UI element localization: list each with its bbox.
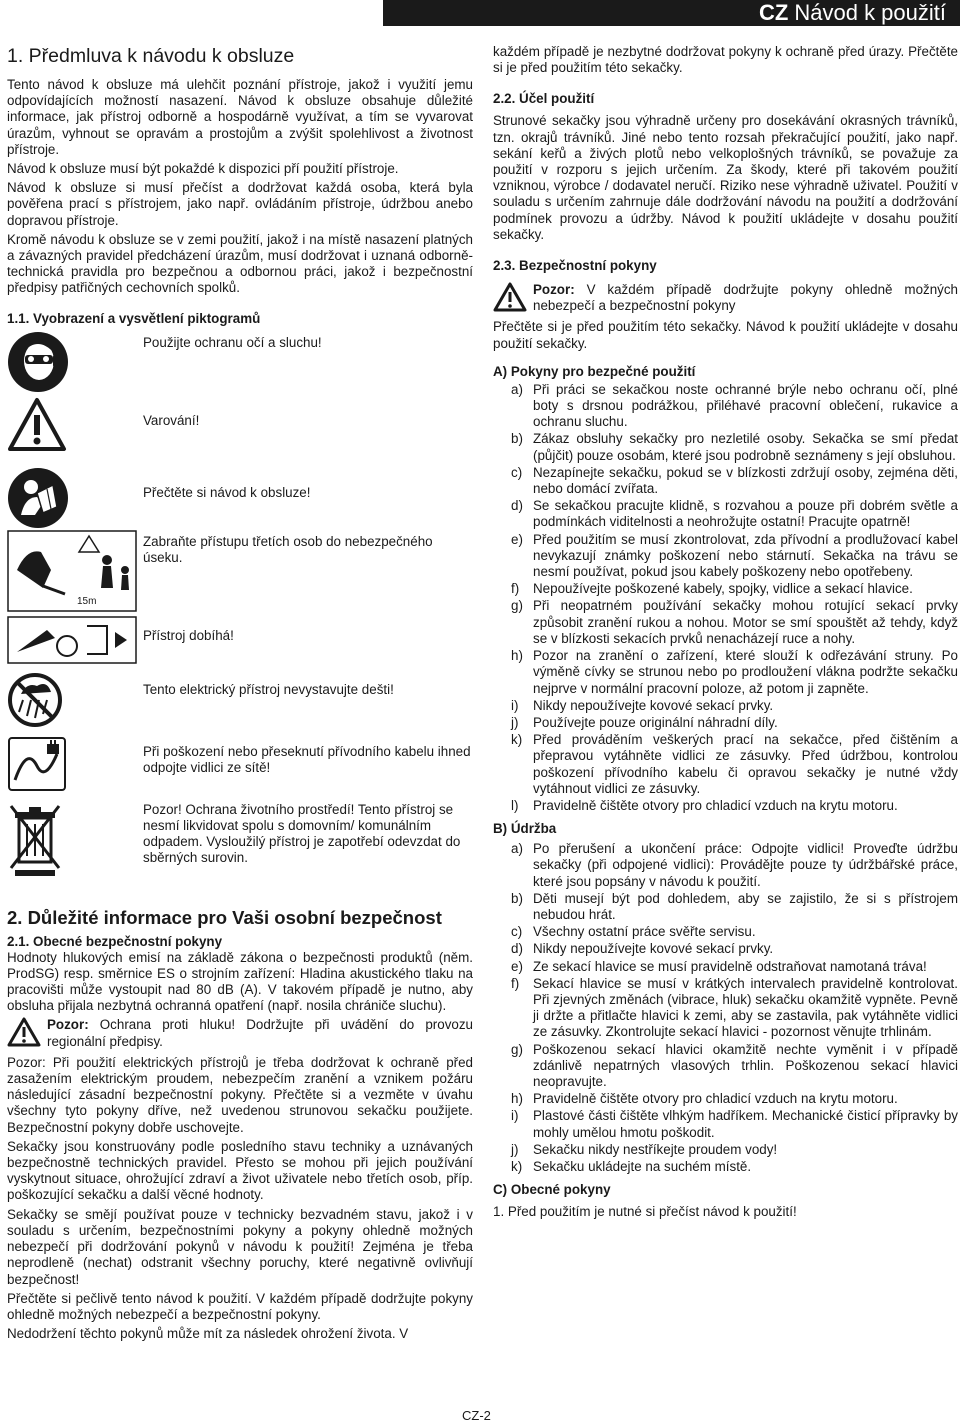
list-item-text: Všechny ostatní práce svěřte servisu. bbox=[533, 924, 756, 940]
list-item-marker: f) bbox=[511, 975, 520, 991]
page-header bbox=[383, 0, 960, 26]
list-item-text: Při neopatrném používání sekačky mohou rotující sekací prvky způsobit zranění rukou a nohou. Motor se smí spouštět až tehdy, když se v blízkosti sekacích prvků nenacházejí ruce a nohy. bbox=[533, 598, 958, 646]
rotating-parts-icon bbox=[7, 616, 143, 664]
warning-text: V každém případě dodržujte pokyny ohledně možných nebezpečí a bezpečnostní pokyny bbox=[533, 282, 958, 314]
pictogram-text: Zabraňte přístupu třetích osob do nebezpečného úseku. bbox=[143, 533, 433, 565]
eye-ear-protection-icon bbox=[7, 331, 143, 393]
list-item-text: Zákaz obsluhy sekačky pro nezletilé osoby. Sekačka se smí předat (půjčit) pouze osobám, které jsou podrobně seznámeny s její obsluhou. bbox=[533, 431, 958, 463]
noise-warning bbox=[7, 1017, 473, 1052]
list-item bbox=[493, 1091, 958, 1107]
svg-text:15m: 15m bbox=[77, 595, 97, 607]
list-item bbox=[493, 598, 958, 647]
list-item-text: Poškozenou sekací hlavici okamžitě nechte vyměnit i v případě zdánlivě nepatrných vlasových trhlin. Poškozenou sekací hlavici neopravujte. bbox=[533, 1041, 958, 1089]
list-item-marker: a) bbox=[511, 841, 523, 857]
pictogram-text: Přečtěte si návod k obsluze! bbox=[143, 484, 311, 500]
list-item bbox=[493, 1042, 958, 1091]
list-item-text: Používejte pouze originální náhradní díly. bbox=[533, 714, 778, 730]
list-item-text: Před použitím se musí zkontrolovat, zda přívodní a prodlužovací kabel nevykazují známky poškození nebo stárnutí. Sekačka na trávu se nesmí používat, pokud jsou kabely poškozeny nebo opotřebeny. bbox=[533, 531, 958, 580]
list-item-marker: a) bbox=[511, 381, 523, 397]
paragraph: Hodnoty hlukových emisí na základě zákona o bezpečnosti produktů (něm. ProdSG) resp. směrnice ES o strojním zařízení: Hladina akustického tlaku na pracovišti může vystoupit nad 80 dB (A). V takovém případě je nutno, aby obsluha přijala nezbytná ochranná opatření (např. nosila chrániče sluchu). bbox=[7, 949, 473, 1014]
pictogram-row bbox=[7, 736, 473, 802]
left-column bbox=[7, 44, 473, 1345]
list-item bbox=[493, 715, 958, 731]
subsection-b-heading: B) Údržba bbox=[493, 821, 557, 837]
list-item: 1. Před použitím je nutné si přečíst návod k použití! bbox=[493, 1204, 797, 1220]
list-item-text: Nepoužívejte poškozené kabely, spojky, vidlice a sekací hlavice. bbox=[533, 581, 913, 597]
list-item-marker: j) bbox=[511, 1141, 519, 1157]
pictogram-text: Přístroj dobíhá! bbox=[143, 627, 234, 643]
paragraph: Sekačky jsou konstruovány podle posledního stavu techniky a uznávaných bezpečnostně technických pravidel. Přesto se mohou při jejich používání vyskytnout situace, ohrožující zdraví a život uživatele nebo třetích osob, příp. poškozující sekačku a další věcné hodnoty. bbox=[7, 1138, 473, 1203]
pictogram-row bbox=[7, 397, 473, 467]
paragraph: Přečtěte si pečlivě tento návod k použití. V každém případě dodržujte pokyny ohledně možných nebezpečí a bezpečnostní pokyny. bbox=[7, 1290, 473, 1322]
warning-triangle-icon bbox=[7, 1017, 47, 1047]
warning-label: Pozor: bbox=[533, 282, 575, 298]
subsection-c-heading: C) Obecné pokyny bbox=[493, 1182, 611, 1198]
list-item-text: Sekačku nikdy nestříkejte proudem vody! bbox=[533, 1141, 778, 1157]
list-item-marker: g) bbox=[511, 1041, 523, 1057]
paragraph: Nedodržení těchto pokynů může mít za následek ohrožení života. V bbox=[7, 1326, 409, 1342]
header-lang: CZ bbox=[759, 0, 789, 25]
list-item bbox=[493, 1159, 958, 1175]
list-item bbox=[493, 891, 958, 923]
crossed-bin-icon bbox=[7, 802, 143, 878]
list-item bbox=[493, 1108, 958, 1140]
list-item-marker: b) bbox=[511, 890, 523, 906]
paragraph: Tento návod k obsluze má ulehčit poznání přístroje, jakož i využití jemu odpovídajících možností nasazení. Návod k obsluze obsahuje důležité informace, jak přístroj odborně a hospodárně využívat, a tím se vyvarovat úrazům, vyhnout se opravám a prostojům a zvýšit spolehlivost a životnost přístroje. bbox=[7, 77, 473, 157]
list-item-text: Ze sekací hlavice se musí pravidelně odstraňovat namotaná tráva! bbox=[533, 958, 927, 974]
warning-triangle-icon bbox=[7, 397, 143, 453]
paragraph: Návod k obsluze musí být pokaždé k dispozici pří použití přístroje. bbox=[7, 161, 399, 177]
pictogram-row bbox=[7, 530, 473, 616]
list-item-marker: e) bbox=[511, 531, 523, 547]
list-item-text: Plastové části čištěte vlhkým hadříkem. Mechanické čisticí přípravky by mohly umělou hmotu poškodit. bbox=[533, 1108, 958, 1140]
pictogram-row bbox=[7, 467, 473, 530]
list-item-text: Nikdy nepoužívejte kovové sekací prvky. bbox=[533, 941, 774, 957]
list-item bbox=[493, 431, 958, 463]
list-item-marker: d) bbox=[511, 498, 523, 514]
list-item bbox=[493, 798, 958, 814]
list-item-marker: h) bbox=[511, 1091, 523, 1107]
list-item bbox=[493, 698, 958, 714]
paragraph: Kromě návodu k obsluze se v zemi použití, jakož i na místě nasazení platných a závazných pravidel předcházení úrazům, musí dodržovat i uznaná odborně-technická pravidla pro bezpečnou a odbornou práci, jakož i bezpečnostní předpisy patřičných cechovních spolků. bbox=[7, 231, 473, 296]
list-item-text: Před prováděním veškerých prací na sekačce, před čištěním a přepravou vytáhněte vidlici ze zásuvky. Před údržbou, kontrolou poškození přívodního kabelu či opravou sekačky je nutné vždy vytáhnout vidlici ze zásuvky. bbox=[533, 732, 958, 796]
pictogram-text: Při poškození nebo přeseknutí přívodního kabelu ihned odpojte vidlici ze sítě! bbox=[143, 743, 471, 775]
list-item-marker: l) bbox=[511, 797, 519, 813]
list-item-text: Sekačku ukládejte na suchém místě. bbox=[533, 1158, 752, 1174]
list-item-marker: b) bbox=[511, 431, 523, 447]
list-item-marker: g) bbox=[511, 598, 523, 614]
pictogram-row bbox=[7, 331, 473, 397]
list-item-marker: k) bbox=[511, 732, 523, 748]
unplug-icon bbox=[7, 736, 143, 792]
paragraph: Sekačky se smějí používat pouze v technicky bezvadném stavu, jakož i v souladu s určením, bezpečnostními pokyny a pokyny ohledně možných nebezpečí při dodržování pokynů v návodu k použití! Zejména je třeba neprodleně (nechat) odstranit všechny poruchy, které negativně ovlivňují bezpečnost! bbox=[7, 1206, 473, 1287]
paragraph: každém případě je nezbytné dodržovat pokyny k ochraně před úrazy. Přečtěte si je před použitím této sekačky. bbox=[493, 44, 958, 76]
list-item-text: Děti musejí být pod dohledem, aby se zajistilo, že si s přístrojem nebudou hrát. bbox=[533, 890, 958, 922]
list-item bbox=[493, 841, 958, 890]
list-item-text: Nezapínejte sekačku, pokud se v blízkosti zdržují osoby, zejména děti, nebo domácí zvířata. bbox=[533, 464, 958, 497]
section-2-3-heading: 2.3. Bezpečnostní pokyny bbox=[493, 258, 657, 274]
safety-list bbox=[493, 382, 958, 814]
pictogram-row bbox=[7, 802, 473, 886]
subsection-a-heading: A) Pokyny pro bezpečné použití bbox=[493, 363, 696, 379]
maintenance-list bbox=[493, 841, 958, 1175]
section-1-heading: 1. Předmluva k návodu k obsluze bbox=[7, 45, 295, 67]
list-item-marker: c) bbox=[511, 924, 523, 940]
pictogram-text: Pozor! Ochrana životního prostředí! Tento přístroj se nesmí likvidovat spolu s domovním/ komunálním odpadem. Vysloužilý přístroj je zapotřebí odevzdat do sběrných surovin. bbox=[143, 801, 461, 866]
paragraph: Návod k obsluze si musí přečíst a dodržovat každá osoba, která byla pověřena prací s přístrojem, jako např. ovládáním přístroje, údržbou anebo dopravou přístroje. bbox=[7, 180, 473, 228]
keep-bystanders-away-icon bbox=[7, 530, 143, 612]
list-item bbox=[493, 465, 958, 497]
list-item-text: Nikdy nepoužívejte kovové sekací prvky. bbox=[533, 697, 774, 713]
list-item-text: Pravidelně čištěte otvory pro chladicí vzduch na krytu motoru. bbox=[533, 1091, 898, 1107]
read-manual-icon bbox=[7, 467, 143, 529]
section-2-2-heading: 2.2. Účel použití bbox=[493, 91, 595, 107]
header-title: Návod k použití bbox=[794, 0, 946, 25]
list-item bbox=[493, 924, 958, 940]
list-item-marker: i) bbox=[511, 1108, 519, 1124]
list-item-marker: e) bbox=[511, 958, 523, 974]
list-item bbox=[493, 532, 958, 581]
list-item-marker: h) bbox=[511, 648, 523, 664]
pictogram-row bbox=[7, 616, 473, 672]
list-item-marker: i) bbox=[511, 697, 519, 713]
warning-label: Pozor: bbox=[47, 1017, 89, 1033]
section-2-1-heading: 2.1. Obecné bezpečnostní pokyny bbox=[7, 933, 223, 949]
list-item bbox=[493, 498, 958, 530]
right-column bbox=[493, 44, 958, 1223]
paragraph: Pozor: Při použití elektrických přístrojů je třeba dodržovat k ochraně před zasažením elektrickým proudem, nebezpečím zranění a vznikem požáru následující zásadní bezpečnostní pokyny. Přečtěte si a vezměte v úvahu všechny tyto pokyny dříve, než uvedenou strunovou sekačku použijete. Bezpečnostní pokyny dobře uschovejte. bbox=[7, 1054, 473, 1135]
list-item-marker: d) bbox=[511, 941, 523, 957]
list-item bbox=[493, 976, 958, 1041]
list-item-marker: j) bbox=[511, 714, 519, 730]
list-item-text: Po přerušení a ukončení práce: Odpojte vidlici! Proveďte údržbu sekačky (při odpojené vidlici): Provádějte pouze ty údržbářské práce, které jsou popsány v návodu k použití. bbox=[533, 841, 958, 889]
list-item bbox=[493, 648, 958, 697]
list-item bbox=[493, 732, 958, 797]
list-item-text: Při práci se sekačkou noste ochranné brýle nebo ochranu očí, plné boty s drsnou podrážkou, přiléhavé pracovní oblečení, rukavice a ochranu sluchu. bbox=[533, 381, 958, 430]
section-2-heading: 2. Důležité informace pro Vaši osobní bezpečnost bbox=[7, 906, 442, 928]
page-number: CZ-2 bbox=[462, 1408, 491, 1423]
list-item bbox=[493, 941, 958, 957]
no-rain-icon bbox=[7, 672, 143, 728]
list-item-marker: f) bbox=[511, 581, 520, 597]
warning-text: Ochrana proti hluku! Dodržujte při uvádění do provozu regionální předpisy. bbox=[47, 1017, 473, 1049]
pictogram-text: Tento elektrický přístroj nevystavujte dešti! bbox=[143, 681, 394, 697]
section-1-1-heading: 1.1. Vyobrazení a vysvětlení piktogramů bbox=[7, 310, 261, 326]
list-item-text: Pravidelně čištěte otvory pro chladicí vzduch na krytu motoru. bbox=[533, 797, 898, 813]
list-item-text: Pozor na zranění o zařízení, které slouží k odřezávání struny. Po výměně cívky se strunou nebo po prodloužení vlákna podržte sekačku nejprve v normální pracovní poloze, až potom ji zapněte. bbox=[533, 648, 958, 696]
list-item bbox=[493, 959, 958, 975]
list-item bbox=[493, 1142, 958, 1158]
paragraph: Přečtěte si je před použitím této sekačky. Návod k použití ukládejte v dosahu použití sekačky. bbox=[493, 319, 958, 351]
list-item bbox=[493, 581, 958, 597]
pictogram-row bbox=[7, 672, 473, 736]
pictogram-text: Použijte ochranu očí a sluchu! bbox=[143, 334, 322, 350]
list-item-text: Sekací hlavice se musí v krátkých intervalech pravidelně kontrolovat. Při zjevných změnách (vibrace, hluk) sekačku okamžitě vypněte. Pevně ji držte a přitlačte hlavici k zemi, aby se zastavila, pak vytáhněte vidlici ze zásuvky. Zkontrolujte sekací hlavici - pozornost věnujte trhlinám. bbox=[533, 975, 958, 1040]
list-item-marker: c) bbox=[511, 464, 523, 480]
list-item-marker: k) bbox=[511, 1158, 523, 1174]
paragraph: Strunové sekačky jsou výhradně určeny pro dosekávání okrasných trávníků, tzn. okrajů trávníků. Jiné nebo tento rozsah překračující použití, jako např. sekání keřů a živých plotů nebo velkoplošných trávníků, se považuje za použití v rozporu s jejich určením. Za škody, které při takovém použití vzniknou, výrobce / dodavatel neručí. Riziko nese výhradně uživatel. Použití v souladu s určením zahrnuje dále dodržování návodu na použití a dodržování podmínek provozu a údržby. Návod k použití ukládejte v dosahu použití sekačky. bbox=[493, 113, 958, 242]
warning-triangle-icon bbox=[493, 282, 533, 312]
safety-warning bbox=[493, 282, 958, 317]
list-item-text: Se sekačkou pracujte klidně, s rozvahou a pouze při dobrém světle a podmínkách viditelnosti a neohrožujte ostatní! Pracujte opatrně! bbox=[533, 498, 958, 530]
pictogram-text: Varování! bbox=[143, 412, 200, 428]
list-item bbox=[493, 382, 958, 431]
